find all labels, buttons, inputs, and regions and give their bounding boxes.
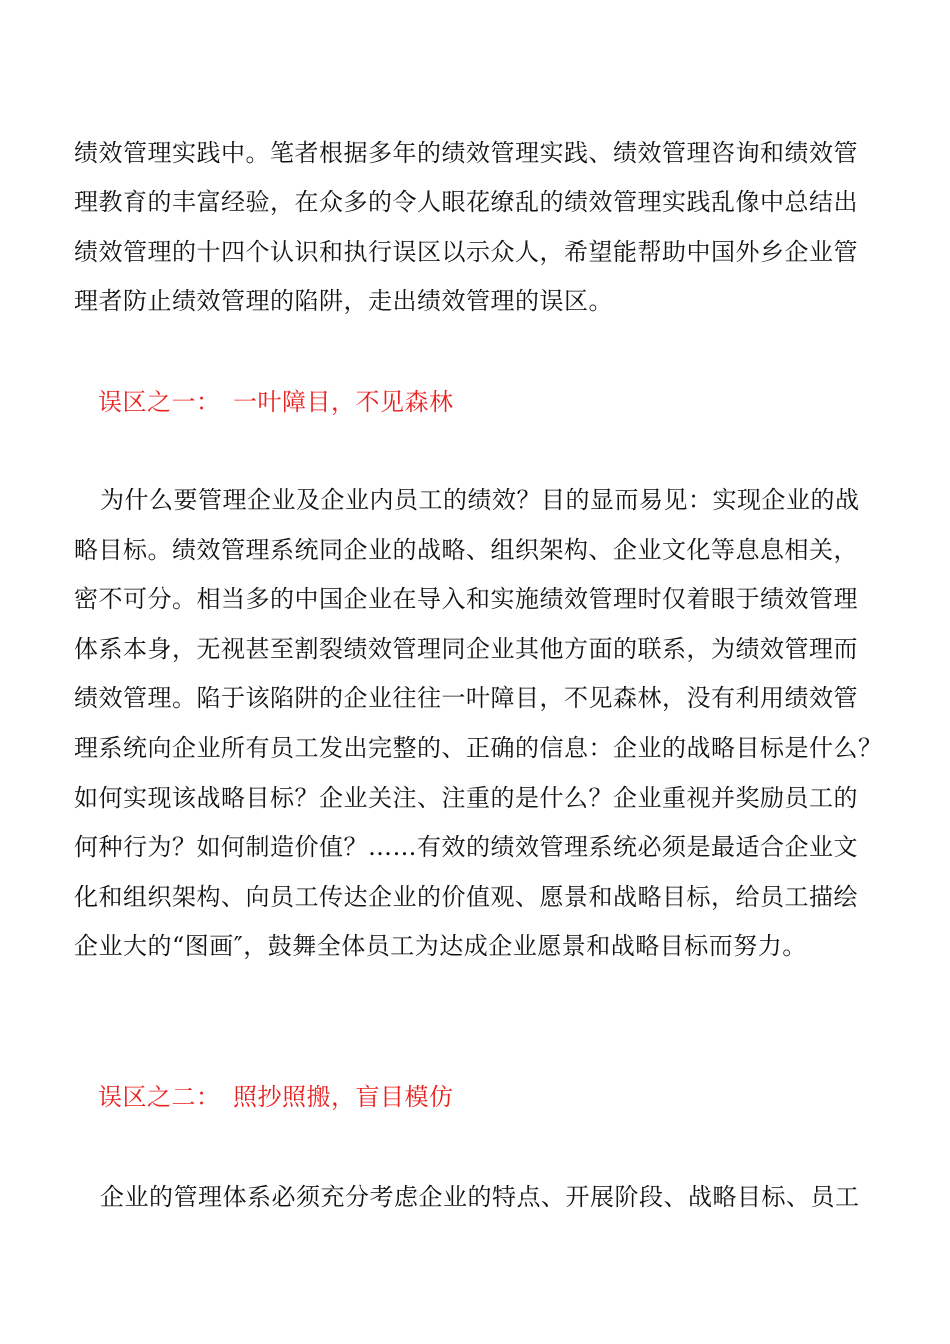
section1-line-5: 绩效管理。陷于该陷阱的企业往往一叶障目，不见森林，没有利用绩效管 bbox=[74, 684, 858, 712]
intro-line-2: 理教育的丰富经验，在众多的令人眼花缭乱的绩效管理实践乱像中总结出 bbox=[74, 188, 858, 216]
section1-line-8: 何种行为？如何制造价值？……有效的绩效管理系统必须是最适合企业文 bbox=[74, 833, 858, 861]
section1-line-4: 体系本身，无视甚至割裂绩效管理同企业其他方面的联系，为绩效管理而 bbox=[74, 635, 858, 663]
section1-line-7: 如何实现该战略目标？企业关注、注重的是什么？企业重视并奖励员工的 bbox=[74, 784, 858, 812]
section1-line-6: 理系统向企业所有员工发出完整的、正确的信息：企业的战略目标是什么？ bbox=[74, 734, 883, 762]
section1-line-10: 企业大的“图画″，鼓舞全体员工为达成企业愿景和战略目标而努力。 bbox=[74, 932, 807, 960]
section-heading-1: 误区之一： 一叶障目，不见森林 bbox=[98, 388, 454, 416]
section1-line-1: 为什么要管理企业及企业内员工的绩效？目的显而易见：实现企业的战 bbox=[100, 486, 860, 514]
intro-line-1: 绩效管理实践中。笔者根据多年的绩效管理实践、绩效管理咨询和绩效管 bbox=[74, 139, 858, 167]
section-heading-2: 误区之二： 照抄照搬，盲目模仿 bbox=[98, 1083, 454, 1111]
intro-line-3: 绩效管理的十四个认识和执行误区以示众人，希望能帮助中国外乡企业管 bbox=[74, 238, 858, 266]
section1-line-2: 略目标。绩效管理系统同企业的战略、组织架构、企业文化等息息相关， bbox=[74, 536, 858, 564]
section2-line-1: 企业的管理体系必须充分考虑企业的特点、开展阶段、战略目标、员工 bbox=[100, 1183, 860, 1211]
section1-line-3: 密不可分。相当多的中国企业在导入和实施绩效管理时仅着眼于绩效管理 bbox=[74, 585, 858, 613]
section1-line-9: 化和组织架构、向员工传达企业的价值观、愿景和战略目标，给员工描绘 bbox=[74, 883, 858, 911]
intro-line-4: 理者防止绩效管理的陷阱，走出绩效管理的误区。 bbox=[74, 287, 613, 315]
